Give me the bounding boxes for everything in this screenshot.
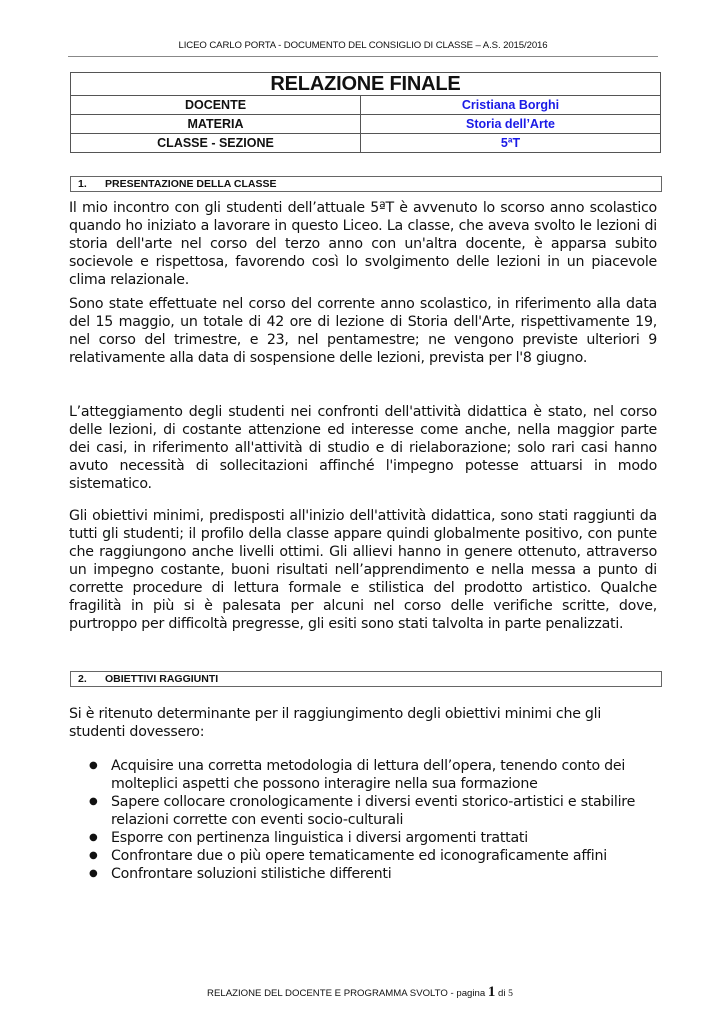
- info-table: [70, 72, 661, 153]
- section-title: OBIETTIVI RAGGIUNTI: [105, 673, 219, 685]
- page-number: 1: [487, 984, 496, 1000]
- list-item: [89, 757, 669, 793]
- header-divider: [68, 56, 658, 57]
- docente-label: DOCENTE: [71, 96, 361, 115]
- section-number: 1.: [78, 178, 87, 190]
- page-header: LICEO CARLO PORTA - DOCUMENTO DEL CONSIGLIO DI CLASSE – A.S. 2015/2016: [178, 40, 548, 51]
- section-number: 2.: [78, 673, 87, 685]
- list-item-text: Esporre con pertinenza linguistica i diversi argomenti trattati: [111, 830, 528, 846]
- paragraph: L’atteggiamento degli studenti nei confronti dell'attività didattica è stato, nel corso delle lezioni, di costante attenzione ed interesse come anche, nella maggior parte dei casi, in riferimento all'attività di studio e di rielaborazione; solo rari casi hanno avuto necessità di sollecitazioni affinché l'impegno potesse attuarsi in modo sistematico.: [69, 404, 657, 492]
- classe-value: 5ªT: [361, 134, 661, 153]
- bullet-icon: ●: [89, 760, 98, 771]
- paragraph: Gli obiettivi minimi, predisposti all'inizio dell'attività didattica, sono stati raggiunti da tutti gli studenti; il profilo della classe appare quindi globalmente positivo, con punte che raggiungono anche livelli ottimi. Gli allievi hanno in genere ottenuto, attraverso un impegno costante, buoni risultati nell’apprendimento e nella messa a punto di corrette procedure di lettura formale e stilistica del prodotto artistico. Qualche fragilità in più si è palesata per alcuni nel corso delle verifiche scritte, dove, purtroppo per difficoltà pregresse, gli esiti sono stati talvolta in parte penalizzati.: [69, 508, 657, 632]
- bullet-icon: ●: [89, 868, 98, 879]
- page-footer: [180, 984, 540, 1001]
- objectives-list: [89, 757, 669, 883]
- report-title: RELAZIONE FINALE: [71, 73, 661, 96]
- list-item-text: Confrontare due o più opere tematicamente ed iconograficamente affini: [111, 848, 607, 864]
- footer-text: RELAZIONE DEL DOCENTE E PROGRAMMA SVOLTO - pagina: [207, 988, 486, 999]
- list-item-text: Acquisire una corretta metodologia di lettura dell’opera, tenendo conto dei molteplici aspetti che possono interagire nella sua formazione: [111, 758, 626, 792]
- paragraph: Il mio incontro con gli studenti dell’attuale 5ªT è avvenuto lo scorso anno scolastico quando ho iniziato a lavorare in questo Liceo. La classe, che aveva svolto le lezioni di storia dell'arte nel corso del terzo anno con un'altra docente, è apparsa subito socievole e rispettosa, favorendo così lo svolgimento delle lezioni in un piacevole clima relazionale.: [69, 200, 657, 288]
- bullet-icon: ●: [89, 850, 98, 861]
- section-intro: Si è ritenuto determinante per il raggiungimento degli obiettivi minimi che gli studenti dovessero:: [69, 706, 602, 740]
- table-row: [71, 134, 661, 153]
- section-heading-obiettivi: [70, 671, 662, 687]
- docente-value: Cristiana Borghi: [361, 96, 661, 115]
- section-heading-presentazione: [70, 176, 662, 192]
- table-row: [71, 115, 661, 134]
- paragraph: Sono state effettuate nel corso del corrente anno scolastico, in riferimento alla data del 15 maggio, un totale di 42 ore di lezione di Storia dell'Arte, rispettivamente 19, nel corso del trimestre, e 23, nel pentamestre; ne vengono previste ulteriori 9 relativamente alla data di sospensione delle lezioni, prevista per l'8 giugno.: [69, 296, 657, 366]
- list-item: [89, 829, 669, 847]
- list-item: [89, 793, 669, 829]
- table-row: [71, 96, 661, 115]
- list-item-text: Sapere collocare cronologicamente i diversi eventi storico-artistici e stabilire relazioni corrette con eventi socio-culturali: [111, 794, 636, 828]
- list-item: [89, 847, 669, 865]
- page-total: 5: [508, 988, 513, 999]
- footer-of: di: [498, 988, 506, 999]
- classe-label: CLASSE - SEZIONE: [71, 134, 361, 153]
- materia-label: MATERIA: [71, 115, 361, 134]
- bullet-icon: ●: [89, 832, 98, 843]
- list-item-text: Confrontare soluzioni stilistiche differenti: [111, 866, 392, 882]
- section-title: PRESENTAZIONE DELLA CLASSE: [105, 178, 277, 190]
- materia-value: Storia dell’Arte: [361, 115, 661, 134]
- bullet-icon: ●: [89, 796, 98, 807]
- list-item: [89, 865, 669, 883]
